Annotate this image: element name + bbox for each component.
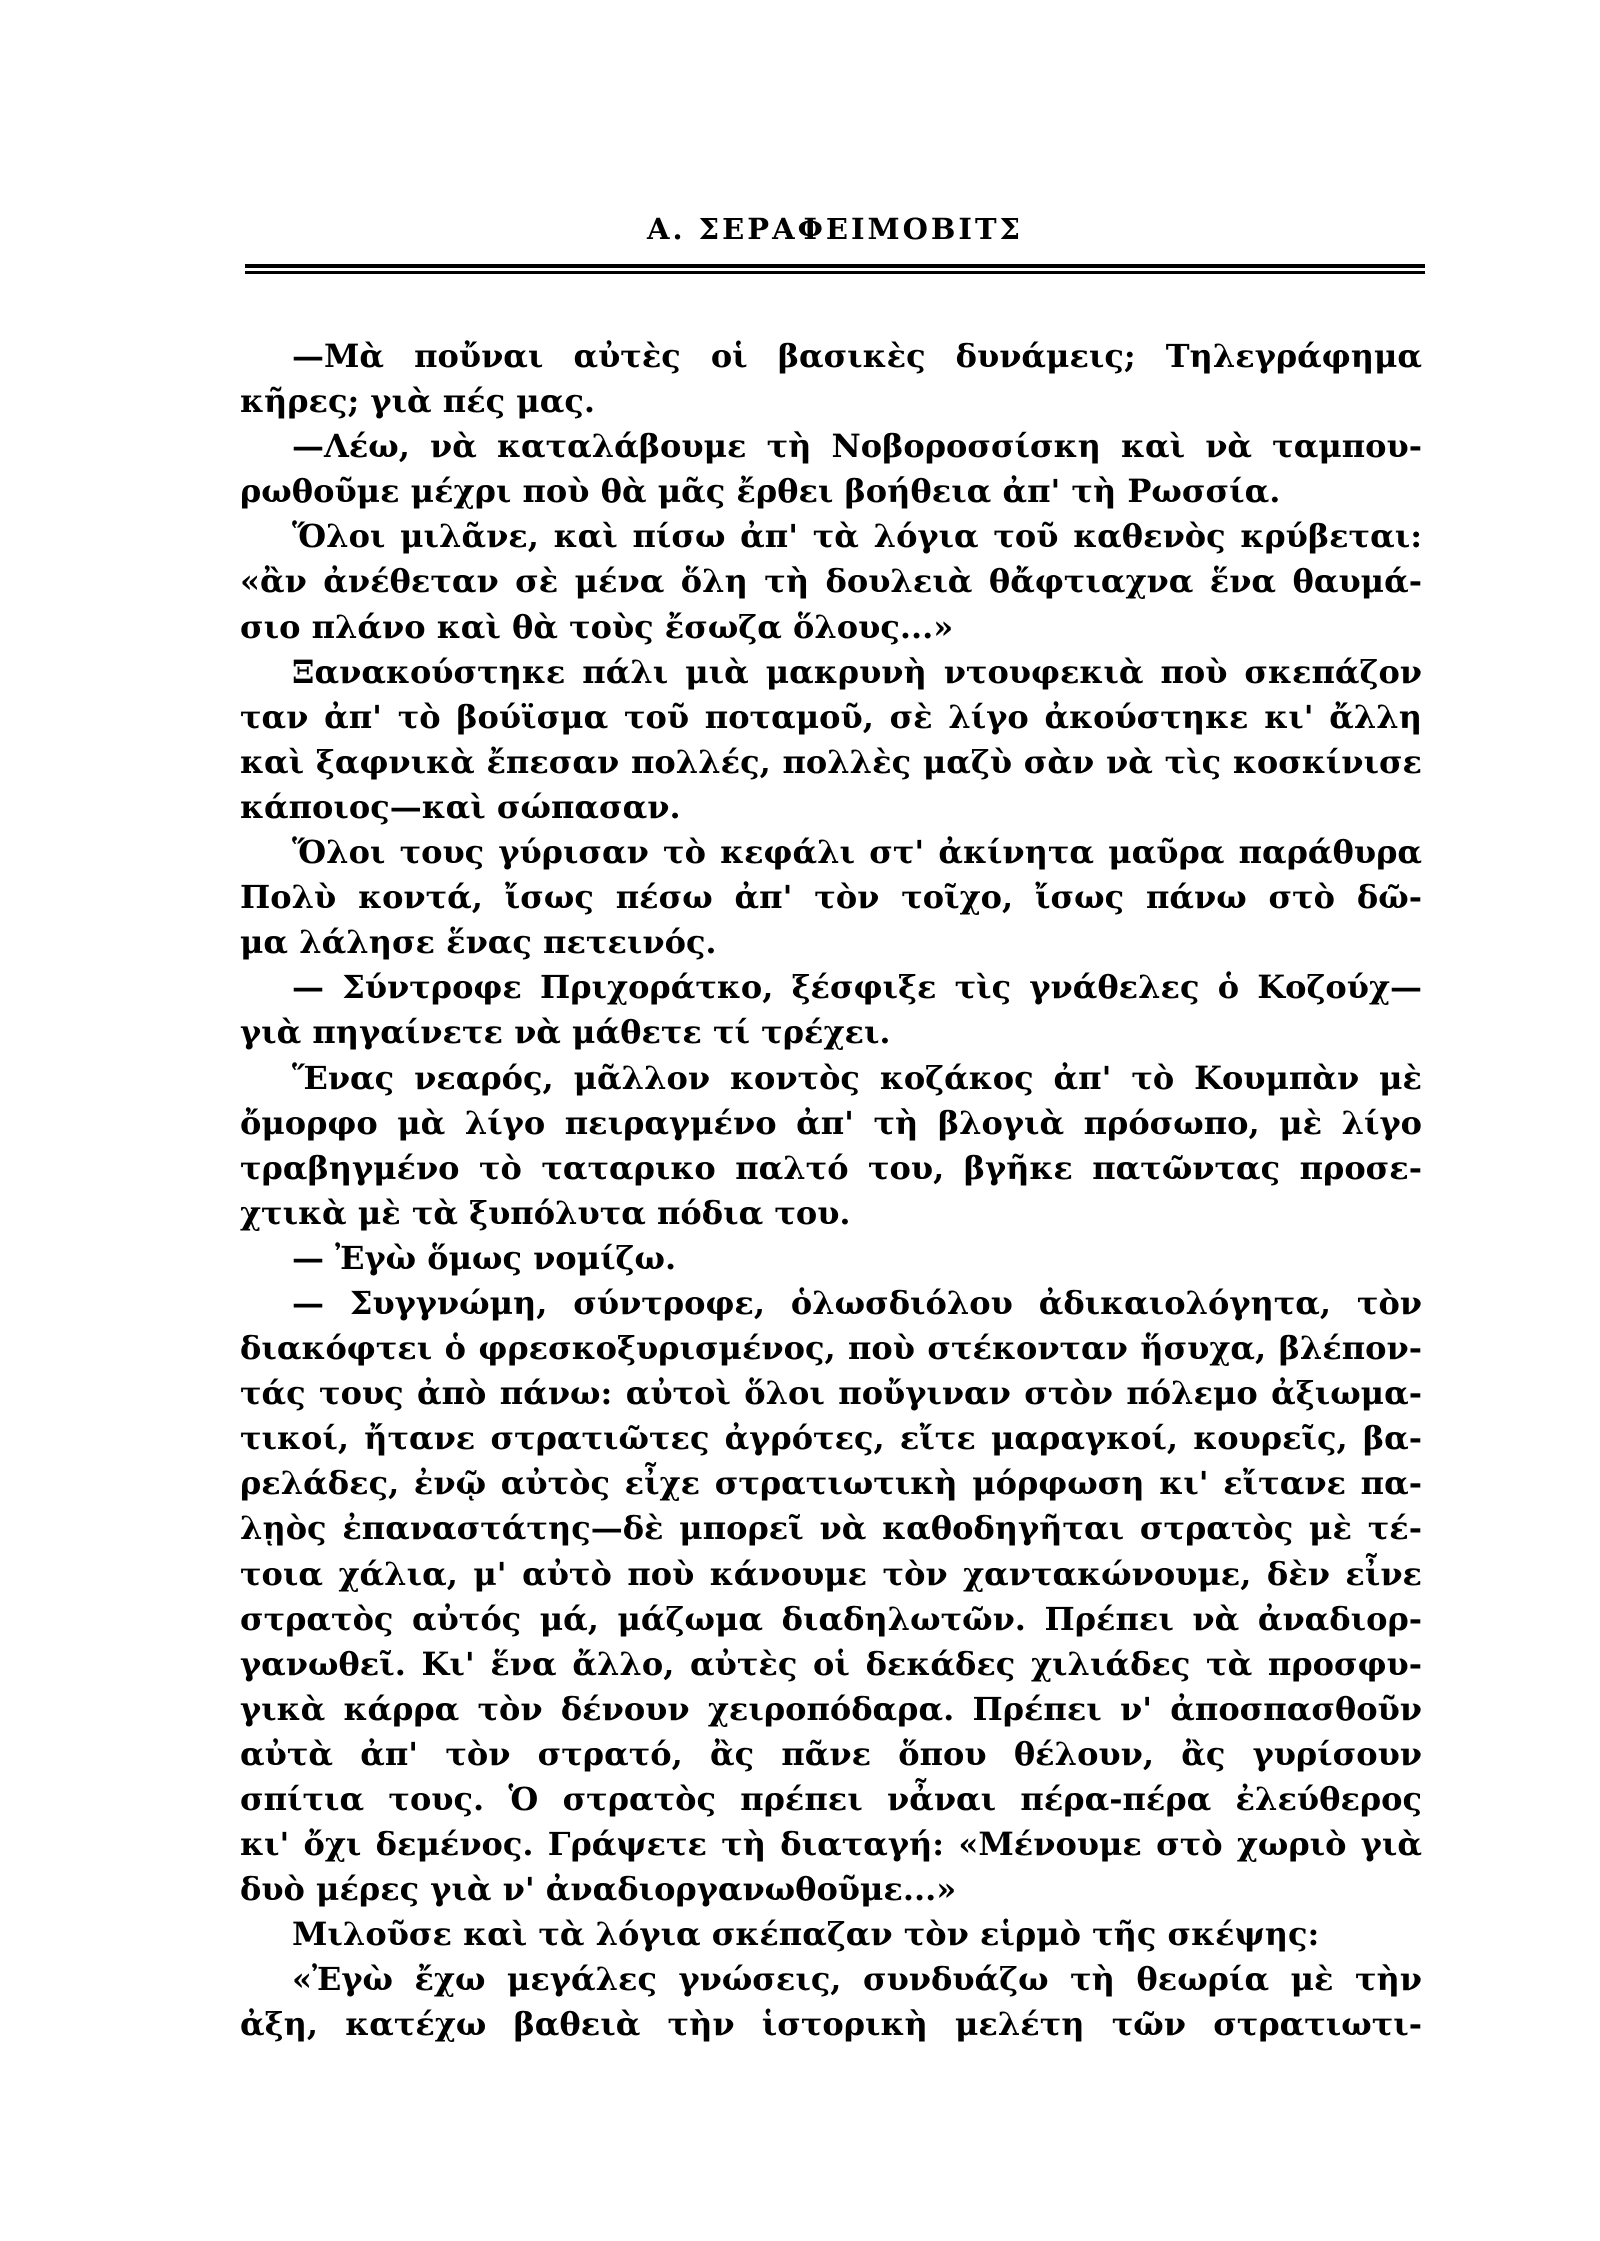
text-line: Ἕνας νεαρός, μᾶλλον κοντὸς κοζάκος ἀπ' τὸ Κουμπὰν μὲ bbox=[292, 1058, 1422, 1097]
text-line: — Συγγνώμη, σύντροφε, ὁλωσδιόλου ἀδικαιολόγητα, τὸν bbox=[292, 1283, 1422, 1322]
text-line: κάποιος—καὶ σώπασαν. bbox=[240, 787, 681, 826]
paragraph bbox=[240, 1056, 1422, 1236]
text-line: Ὅλοι μιλᾶνε, καὶ πίσω ἀπ' τὰ λόγια τοῦ καθενὸς κρύβεται: bbox=[292, 517, 1422, 556]
body-text bbox=[240, 334, 1422, 2048]
text-line: ὄμορφο μὰ λίγο πειραγμένο ἀπ' τὴ βλογιὰ πρόσωπο, μὲ λίγο bbox=[240, 1103, 1422, 1142]
paragraph bbox=[240, 1281, 1422, 1912]
text-line: κῆρες; γιὰ πές μας. bbox=[240, 382, 595, 421]
text-line: «Ἐγὼ ἔχω μεγάλες γνώσεις, συνδυάζω τὴ θεωρία μὲ τὴν bbox=[292, 1960, 1422, 1999]
text-line: μα λάλησε ἕνας πετεινός. bbox=[240, 923, 717, 962]
text-line: τοια χάλια, μ' αὐτὸ ποὺ κάνουμε τὸν χαντακώνουμε, δὲν εἶνε bbox=[240, 1554, 1422, 1593]
text-line: γικὰ κάρρα τὸν δένουν χειροπόδαρα. Πρέπει ν' ἀποσπασθοῦν bbox=[240, 1689, 1422, 1728]
text-line: «ἂν ἀνέθεταν σὲ μένα ὅλη τὴ δουλειὰ θἄφτιαχνα ἕνα θαυμά- bbox=[240, 562, 1422, 601]
rule-line-bottom bbox=[245, 271, 1425, 274]
paragraph bbox=[240, 650, 1422, 830]
text-line: — Ἐγὼ ὅμως νομίζω. bbox=[292, 1238, 677, 1277]
text-line: ρωθοῦμε μέχρι ποὺ θὰ μᾶς ἔρθει βοήθεια ἀπ' τὴ Ρωσσία. bbox=[240, 472, 1281, 511]
text-line: τραβηγμένο τὸ ταταρικο παλτό του, βγῆκε πατῶντας προσε- bbox=[240, 1148, 1422, 1187]
text-line: Πολὺ κοντά, ἴσως πέσω ἀπ' τὸν τοῖχο, ἴσως πάνω στὸ δῶ- bbox=[240, 878, 1422, 917]
text-line: διακόφτει ὁ φρεσκοξυρισμένος, ποὺ στέκονταν ἥσυχα, βλέπον- bbox=[240, 1329, 1422, 1368]
paragraph bbox=[240, 830, 1422, 965]
text-line: σπίτια τους. Ὁ στρατὸς πρέπει νἆναι πέρα-πέρα ἐλεύθερος bbox=[240, 1780, 1422, 1818]
text-line: στρατὸς αὐτός μά, μάζωμα διαδηλωτῶν. Πρέπει νὰ ἀναδιορ- bbox=[240, 1599, 1422, 1638]
paragraph bbox=[240, 514, 1422, 649]
paragraph bbox=[240, 965, 1422, 1055]
text-line: αὐτὰ ἀπ' τὸν στρατό, ἂς πᾶνε ὅπου θέλουν, ἂς γυρίσουν bbox=[240, 1734, 1422, 1773]
text-line: ρελάδες, ἐνῷ αὐτὸς εἶχε στρατιωτικὴ μόρφωση κι' εἴτανε πα- bbox=[240, 1464, 1422, 1503]
header-double-rule bbox=[245, 264, 1425, 278]
paragraph bbox=[240, 1236, 1422, 1281]
text-line: δυὸ μέρες γιὰ ν' ἀναδιοργανωθοῦμε...» bbox=[240, 1870, 957, 1909]
text-line: Ὅλοι τους γύρισαν τὸ κεφάλι στ' ἀκίνητα μαῦρα παράθυρα bbox=[292, 833, 1422, 872]
rule-line-top bbox=[245, 264, 1425, 268]
paragraph bbox=[240, 424, 1422, 514]
running-title: Α. ΣΕΡΑΦΕΙΜΟΒΙΤΣ bbox=[646, 212, 1024, 246]
text-line: καὶ ξαφνικὰ ἔπεσαν πολλές, πολλὲς μαζὺ σὰν νὰ τὶς κοσκίνισε bbox=[240, 742, 1422, 781]
text-line: τικοί, ἤτανε στρατιῶτες ἀγρότες, εἴτε μαραγκοί, κουρεῖς, βα- bbox=[240, 1419, 1422, 1458]
paragraph bbox=[240, 334, 1422, 424]
text-line: γιὰ πηγαίνετε νὰ μάθετε τί τρέχει. bbox=[240, 1013, 891, 1052]
text-line: — Σύντροφε Πριχοράτκο, ξέσφιξε τὶς γνάθελες ὁ Κοζούχ— bbox=[292, 968, 1422, 1007]
text-line: γανωθεῖ. Κι' ἕνα ἄλλο, αὐτὲς οἱ δεκάδες χιλιάδες τὰ προσφυ- bbox=[240, 1644, 1422, 1683]
text-line: τάς τους ἀπὸ πάνω: αὐτοὶ ὅλοι ποὔγιναν στὸν πόλεμο ἀξιωμα- bbox=[240, 1374, 1422, 1413]
text-line: σιο πλάνο καὶ θὰ τοὺς ἔσωζα ὅλους...» bbox=[240, 607, 954, 646]
text-line: Ξανακούστηκε πάλι μιὰ μακρυνὴ ντουφεκιὰ ποὺ σκεπάζον bbox=[292, 652, 1422, 691]
paragraph bbox=[240, 1957, 1422, 2047]
text-line: —Λέω, νὰ καταλάβουμε τὴ Νοβοροσσίσκη καὶ νὰ ταμπου- bbox=[292, 427, 1422, 466]
text-line: κι' ὄχι δεμένος. Γράψετε τὴ διαταγή: «Μένουμε στὸ χωριὸ γιὰ bbox=[240, 1825, 1422, 1864]
text-line: λῃὸς ἐπαναστάτης—δὲ μπορεῖ νὰ καθοδηγῆται στρατὸς μὲ τέ- bbox=[240, 1509, 1422, 1548]
page-header bbox=[245, 212, 1425, 246]
text-line: —Μὰ ποὔναι αὐτὲς οἱ βασικὲς δυνάμεις; Τηλεγράφημα bbox=[292, 337, 1422, 375]
text-line: ἀξη, κατέχω βαθειὰ τὴν ἱστορικὴ μελέτη τῶν στρατιωτι- bbox=[240, 2005, 1422, 2044]
text-line: χτικὰ μὲ τὰ ξυπόλυτα πόδια του. bbox=[240, 1193, 851, 1232]
text-line: Μιλοῦσε καὶ τὰ λόγια σκέπαζαν τὸν εἱρμὸ τῆς σκέψης: bbox=[292, 1915, 1320, 1954]
paragraph bbox=[240, 1912, 1422, 1957]
text-line: ταν ἀπ' τὸ βούϊσμα τοῦ ποταμοῦ, σὲ λίγο ἀκούστηκε κι' ἄλλη bbox=[240, 697, 1422, 736]
